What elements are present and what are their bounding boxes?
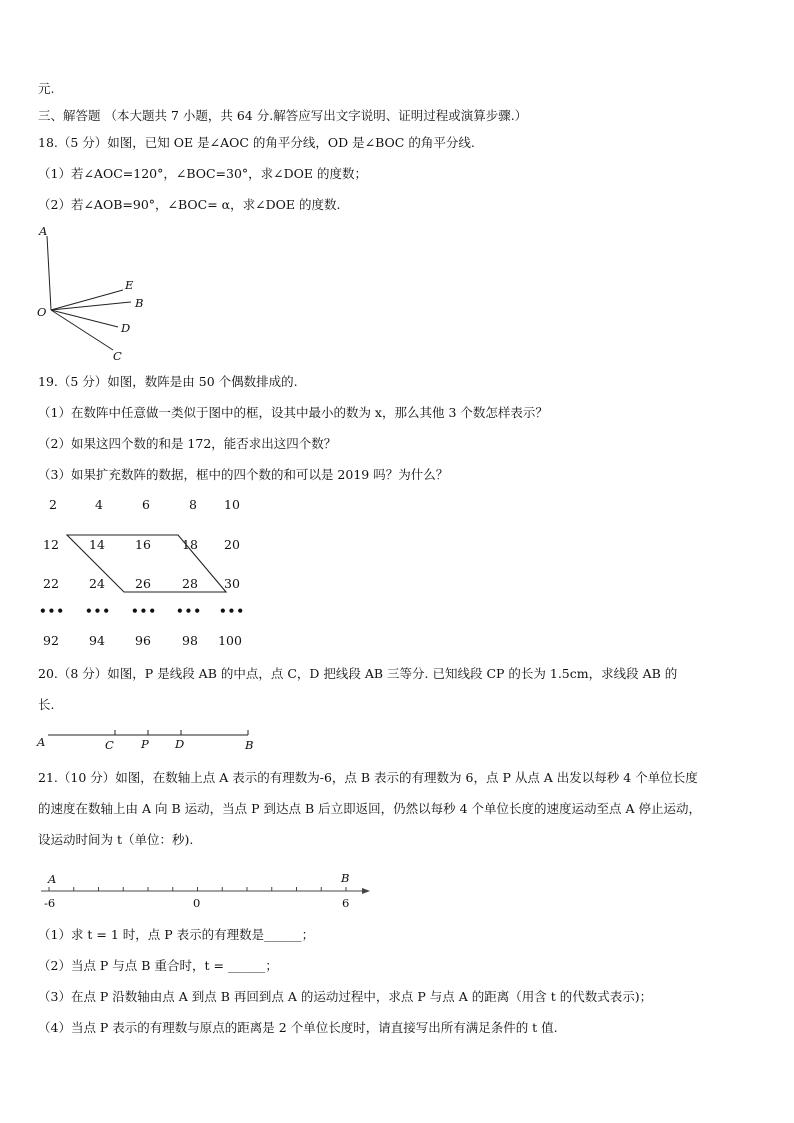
segment-label-a: A — [37, 735, 46, 749]
grid-cell: 20 — [224, 537, 240, 552]
segment-label-c: C — [105, 738, 114, 752]
grid-cell: 4 — [95, 497, 103, 512]
question-20-continued: 长. — [38, 697, 55, 712]
grid-cell: 28 — [182, 576, 198, 591]
question-18-part-1: （1）若∠AOC=120°，∠BOC=30°，求∠DOE 的度数； — [38, 166, 368, 181]
grid-cell: 2 — [49, 497, 57, 512]
grid-cell: 98 — [182, 633, 198, 648]
point-label-b: B — [135, 296, 144, 310]
grid-cell: 14 — [89, 537, 105, 552]
question-21: 21.（10 分）如图，在数轴上点 A 表示的有理数为-6，点 B 表示的有理数为 6，点 P 从点 A 出发以每秒 4 个单位长度 — [38, 770, 698, 785]
numline-tick-label: 6 — [342, 896, 350, 910]
segment-label-p: P — [141, 737, 149, 751]
question-21-part-4: （4）当点 P 表示的有理数与原点的距离是 2 个单位长度时，请直接写出所有满足条件的 t 值. — [38, 1020, 558, 1035]
question-19: 19.（5 分）如图，数阵是由 50 个偶数排成的. — [38, 374, 298, 389]
grid-cell: 24 — [89, 576, 105, 591]
point-label-a: A — [39, 224, 48, 238]
point-label-o: O — [37, 305, 47, 319]
grid-cell: 16 — [135, 537, 151, 552]
grid-cell: 10 — [224, 497, 240, 512]
question-19-part-2: （2）如果这四个数的和是 172，能否求出这四个数？ — [38, 436, 337, 451]
question-21-line-2: 的速度在数轴上由 A 向 B 运动，当点 P 到达点 B 后立即返回，仍然以每秒 4 个单位长度的速度运动至点 A 停止运动， — [38, 801, 701, 816]
numline-label-a: A — [48, 872, 57, 886]
grid-cell: 12 — [43, 537, 59, 552]
ellipsis: ••• — [38, 604, 65, 618]
grid-cell: 30 — [224, 576, 240, 591]
question-20: 20.（8 分）如图，P 是线段 AB 的中点，点 C，D 把线段 AB 三等分. 已知线段 CP 的长为 1.5cm，求线段 AB 的 — [38, 666, 678, 681]
point-label-d: D — [121, 321, 131, 335]
number-line-arrow — [362, 888, 370, 894]
point-label-c: C — [113, 349, 122, 363]
grid-cell: 92 — [43, 633, 59, 648]
numline-label-b: B — [341, 871, 350, 885]
numline-tick-label: -6 — [44, 896, 56, 910]
grid-cell: 26 — [135, 576, 151, 591]
text-line: 元. — [38, 81, 55, 96]
point-label-e: E — [125, 278, 134, 292]
grid-cell: 18 — [182, 537, 198, 552]
grid-cell: 22 — [43, 576, 59, 591]
grid-cell: 94 — [89, 633, 105, 648]
grid-cell: 8 — [189, 497, 197, 512]
grid-cell: 100 — [218, 633, 242, 648]
grid-cell: 6 — [142, 497, 150, 512]
question-21-part-1: （1）求 t = 1 时，点 P 表示的有理数是______； — [38, 927, 315, 942]
question-21-part-2: （2）当点 P 与点 B 重合时，t = ______； — [38, 958, 278, 973]
question-19-part-1: （1）在数阵中任意做一类似于图中的框，设其中最小的数为 x，那么其他 3 个数怎样表示？ — [38, 405, 548, 420]
numline-tick-label: 0 — [193, 896, 201, 910]
segment-label-b: B — [245, 738, 254, 752]
question-21-line-3: 设运动时间为 t（单位：秒). — [38, 832, 194, 847]
ellipsis: ••• — [84, 604, 111, 618]
question-19-part-3: （3）如果扩充数阵的数据，框中的四个数的和可以是 2019 吗？为什么？ — [38, 467, 449, 482]
grid-cell: 96 — [135, 633, 151, 648]
ellipsis: ••• — [130, 604, 157, 618]
question-21-part-3: （3）在点 P 沿数轴由点 A 到点 B 再回到点 A 的运动过程中，求点 P 与点 A 的距离（用含 t 的代数式表示)； — [38, 989, 653, 1004]
question-18: 18.（5 分）如图，已知 OE 是∠AOC 的角平分线，OD 是∠BOC 的角平分线. — [38, 135, 475, 150]
ellipsis: ••• — [218, 604, 245, 618]
question-18-part-2: （2）若∠AOB=90°，∠BOC= α，求∠DOE 的度数. — [38, 197, 341, 212]
section-heading: 三、解答题 （本大题共 7 小题，共 64 分.解答应写出文字说明、证明过程或演算步骤.） — [38, 108, 528, 123]
ellipsis: ••• — [175, 604, 202, 618]
segment-label-d: D — [175, 737, 185, 751]
